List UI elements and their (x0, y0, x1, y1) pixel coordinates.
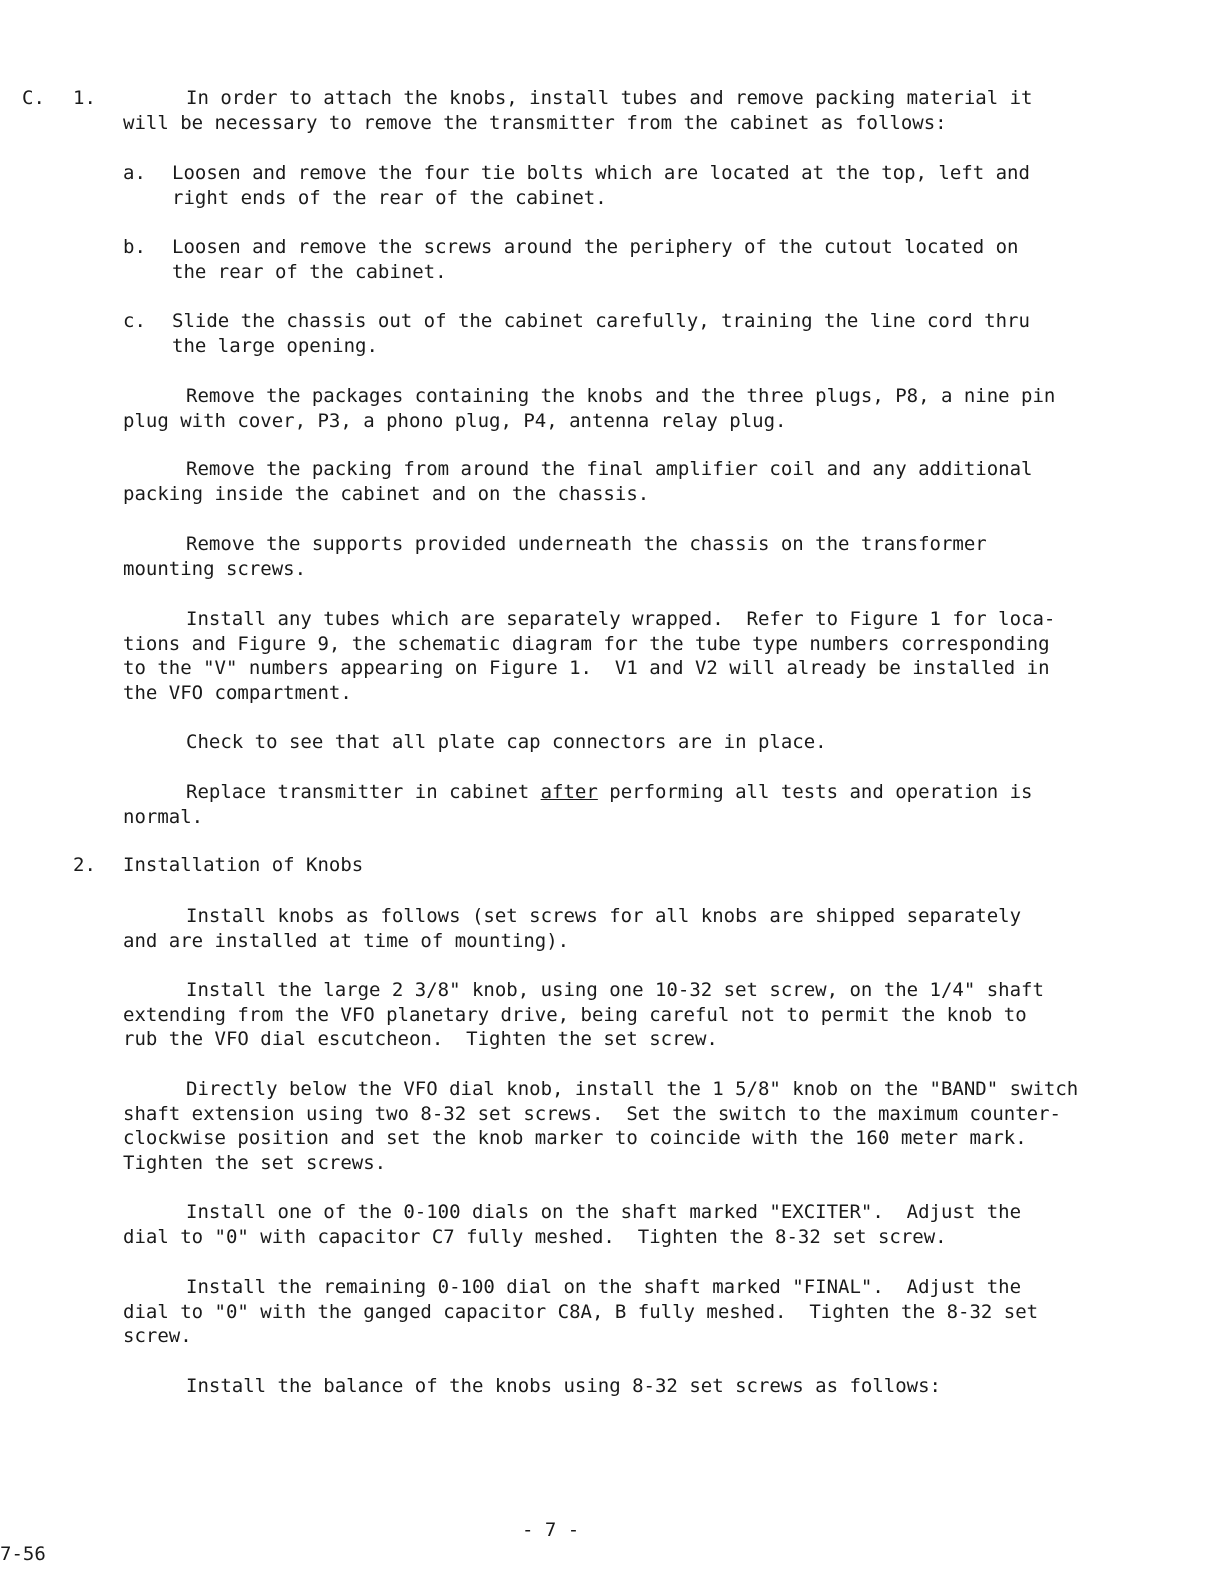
emphasis-after: after (540, 781, 598, 803)
date-code: 7-56 (0, 1543, 46, 1565)
paragraph: Check to see that all plate cap connectors are in place. (186, 731, 827, 753)
step-text: Slide the chassis out of the cabinet carefully, training the line cord thru the large opening. (172, 310, 1030, 357)
paragraph: Install any tubes which are separately wrapped. Refer to Figure 1 for loca- tions and Figure 9, the schematic diagram for the tube type numbers corresponding to the "V" numbers appearing on Figure 1. V1 and V2 will already be installed in the VFO compartment. (123, 608, 1056, 704)
step-label: a. (123, 162, 146, 184)
paragraph: Replace transmitter in cabinet after performing all tests and operation is normal. (123, 781, 1033, 828)
paragraph: Remove the packages containing the knobs and the three plugs, P8, a nine pin plug with cover, P3, a phono plug, P4, antenna relay plug. (123, 385, 1056, 432)
paragraph: Install the remaining 0-100 dial on the shaft marked "FINAL". Adjust the dial to "0" with the ganged capacitor C8A, B fully meshed. Tighten the 8-32 set screw. (123, 1276, 1039, 1347)
step-text: Loosen and remove the four tie bolts which are located at the top, left and right ends of the rear of the cabinet. (172, 162, 1030, 209)
paragraph: Install knobs as follows (set screws for all knobs are shipped separately and are installed at time of mounting). (123, 905, 1022, 952)
item-number: 2. (73, 854, 96, 876)
paragraph: Install one of the 0-100 dials on the shaft marked "EXCITER". Adjust the dial to "0" with capacitor C7 fully meshed. Tighten the 8-32 set screw. (123, 1201, 1022, 1248)
step-text: Loosen and remove the screws around the periphery of the cutout located on the rear of the cabinet. (172, 236, 1019, 283)
step-label: b. (123, 236, 146, 258)
section-letter: C. (22, 87, 45, 109)
paragraph: Install the large 2 3/8" knob, using one 10-32 set screw, on the 1/4" shaft extending from the VFO planetary drive, being careful not to permit the knob to rub the VFO dial escutcheon. Tighten the set screw. (123, 979, 1044, 1050)
page-number: - 7 - (522, 1519, 580, 1541)
intro-paragraph: In order to attach the knobs, install tubes and remove packing material it will be necessary to remove the transmitter from the cabinet as follows: (123, 87, 1033, 134)
section-heading: Installation of Knobs (123, 854, 364, 876)
item-number: 1. (73, 87, 96, 109)
paragraph: Directly below the VFO dial knob, install the 1 5/8" knob on the "BAND" switch shaft extension using two 8-32 set screws. Set the switch to the maximum counter- clockwise position and set the knob marker to coincide with the 160 meter mark. Tighten the set screws. (123, 1078, 1079, 1174)
step-label: c. (123, 310, 146, 332)
paragraph: Remove the packing from around the final amplifier coil and any additional packing inside the cabinet and on the chassis. (123, 458, 1033, 505)
paragraph: Install the balance of the knobs using 8-32 set screws as follows: (186, 1375, 941, 1397)
paragraph: Remove the supports provided underneath the chassis on the transformer mounting screws. (123, 533, 987, 580)
